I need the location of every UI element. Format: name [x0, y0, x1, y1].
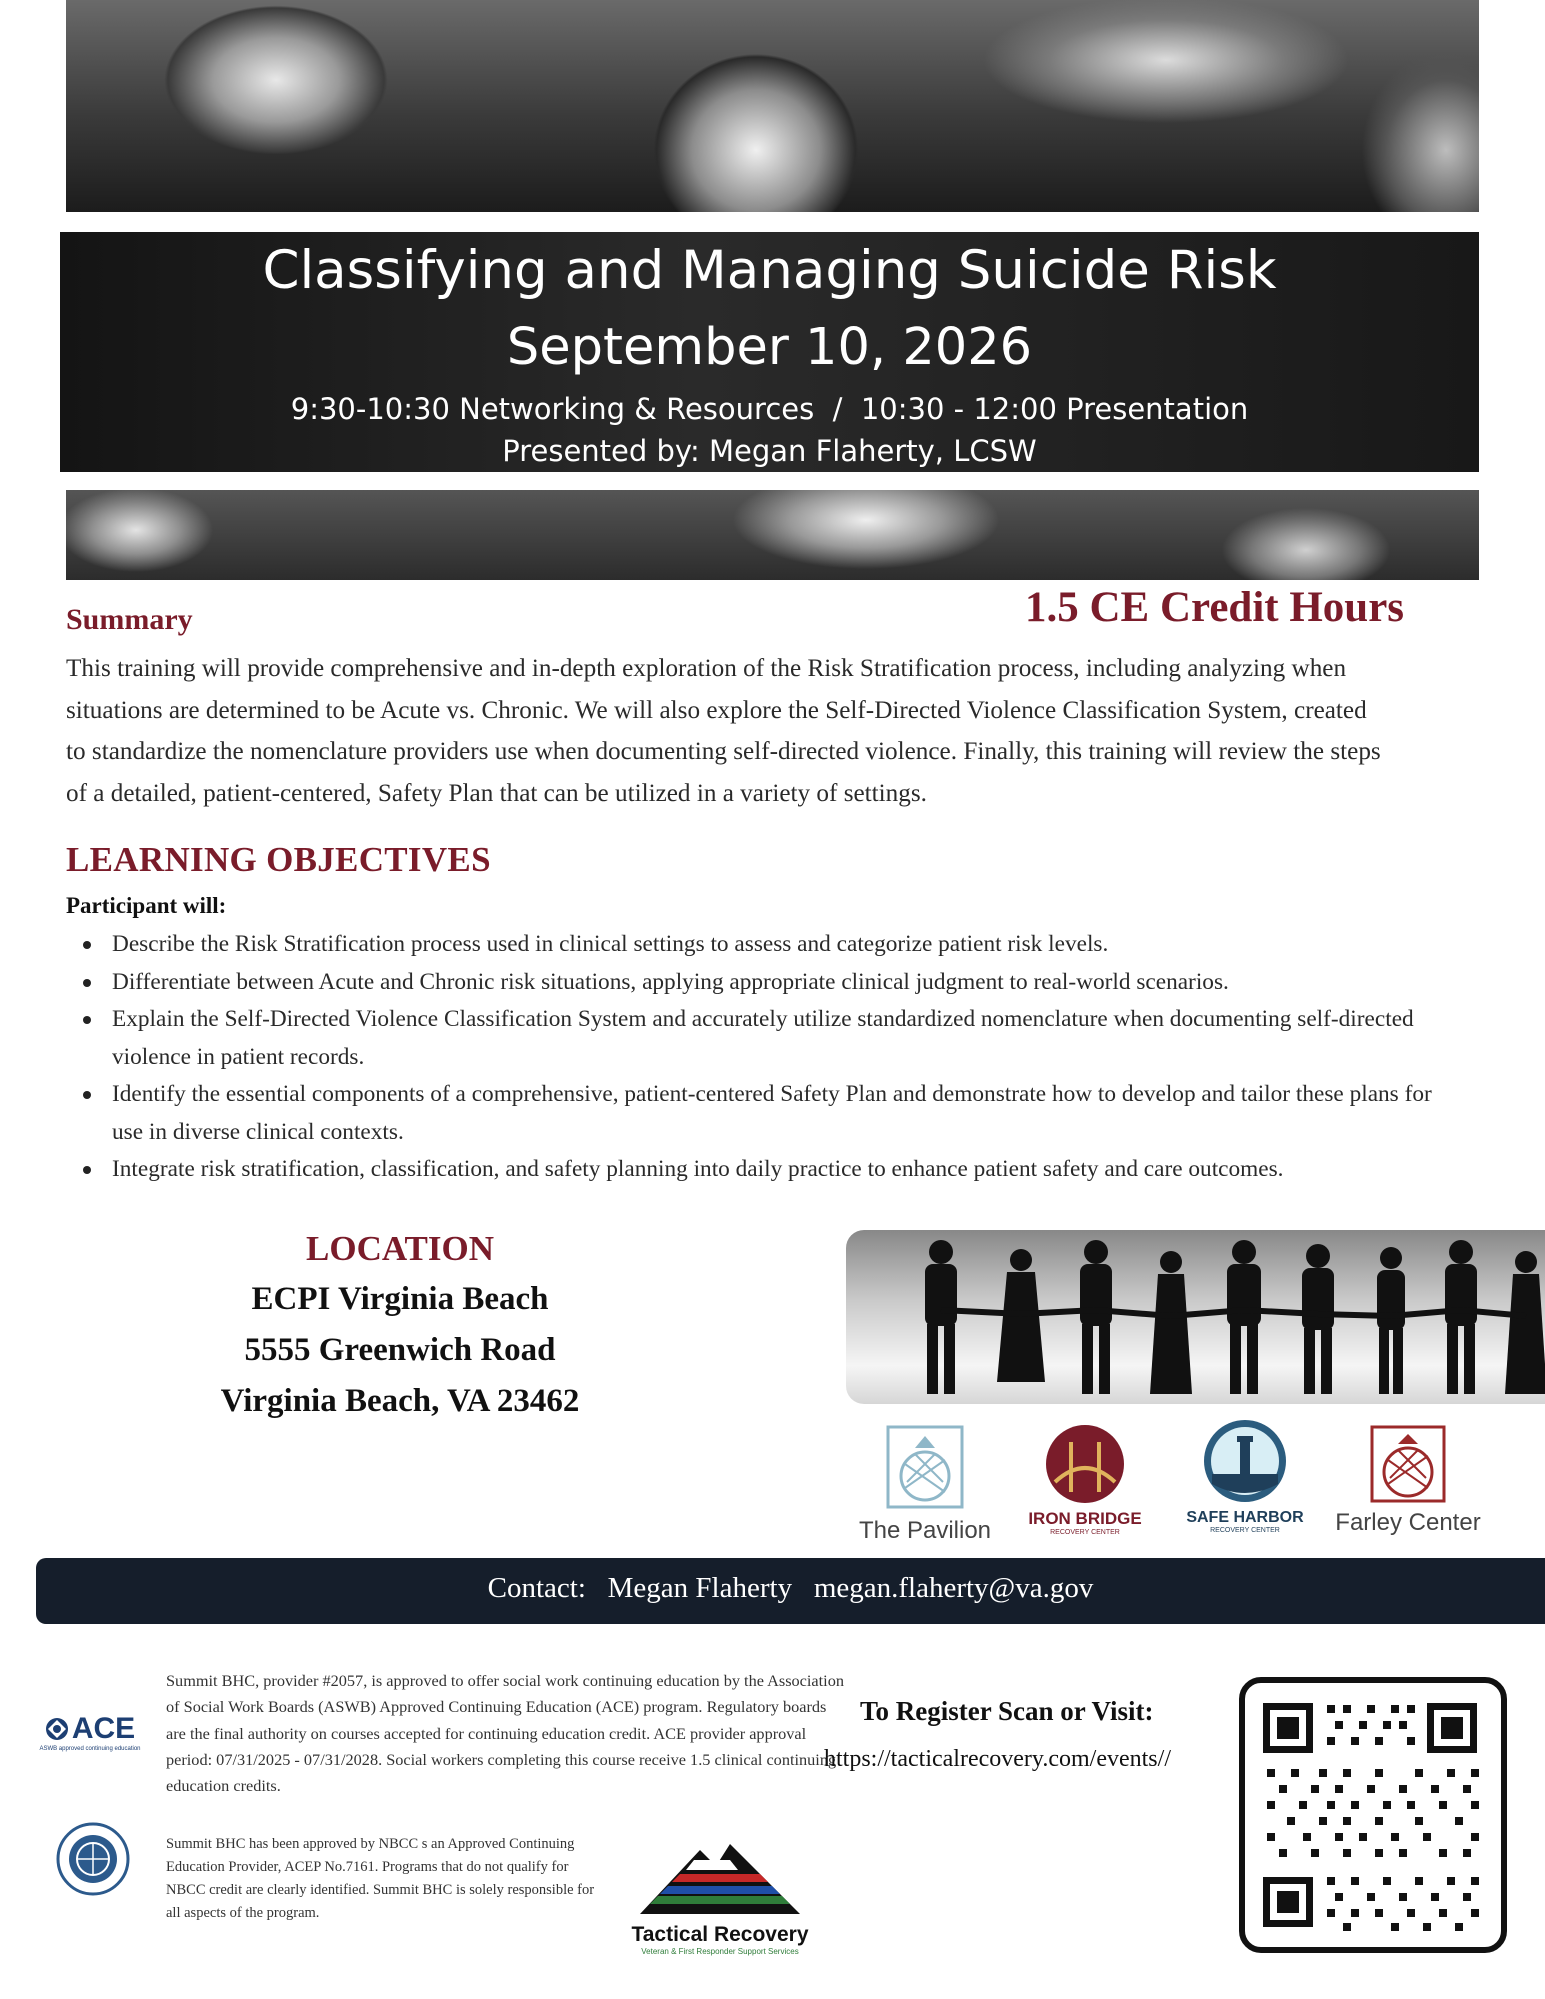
- summary-line: of a detailed, patient-centered, Safety Plan that can be utilized in a variety of settings.: [66, 779, 927, 807]
- event-date: September 10, 2026: [506, 318, 1033, 377]
- objective-item: Describe the Risk Stratification process used in clinical settings to assess and categorize patient risk levels.: [66, 926, 1486, 964]
- nbcc-seal-icon: [56, 1822, 130, 1896]
- objective-item: Differentiate between Acute and Chronic risk situations, applying appropriate clinical judgment to real-world scenarios.: [66, 964, 1486, 1002]
- ironbridge-logo: [1010, 1424, 1160, 1536]
- location-street: 5555 Greenwich Road: [244, 1332, 556, 1368]
- summary-text: [66, 648, 1486, 814]
- bridge-icon: [1045, 1424, 1125, 1504]
- farley-name: Farley Center: [1335, 1509, 1481, 1536]
- summary-line: situations are determined to be Acute vs. Chronic. We will also explore the Self-Directed Violence Classification System, created: [66, 696, 1367, 724]
- safeharbor-logo: [1170, 1418, 1320, 1534]
- farley-logo: [1318, 1424, 1498, 1537]
- silhouette-image: [846, 1230, 1545, 1404]
- safeharbor-name: SAFE HARBOR: [1186, 1509, 1304, 1526]
- contact-label: Contact:: [487, 1572, 586, 1604]
- register-label: To Register Scan or Visit:: [860, 1696, 1154, 1726]
- pavilion-logo: [840, 1424, 1010, 1545]
- pineapple-icon: [885, 1424, 965, 1510]
- lighthouse-icon: [1202, 1418, 1288, 1504]
- objectives-list: [66, 926, 1486, 1189]
- contact-email[interactable]: megan.flaherty@va.gov: [813, 1572, 1094, 1604]
- ace-emblem-icon: [45, 1717, 69, 1741]
- credit-hours: 1.5 CE Credit Hours: [1025, 584, 1405, 631]
- location-name: ECPI Virginia Beach: [251, 1281, 549, 1317]
- summary-line: to standardize the nomenclature providers use when documenting self-directed violence. Finally, this training will review the steps: [66, 738, 1381, 765]
- qr-code[interactable]: [1239, 1677, 1507, 1953]
- summary-line: This training will provide comprehensive and in-depth exploration of the Risk Stratification process, including analyzing when: [66, 655, 1347, 682]
- location-heading: LOCATION: [306, 1229, 494, 1268]
- objective-item: Explain the Self-Directed Violence Classification System and accurately utilize standardized nomenclature when documenting self-directed violence in patient records.: [66, 1001, 1486, 1076]
- ace-logo-sub: ASWB approved continuing education: [39, 1746, 141, 1752]
- header-photo-strip: [66, 490, 1479, 580]
- qr-code-icon: [1251, 1689, 1495, 1941]
- event-title: Classifying and Managing Suicide Risk: [262, 240, 1277, 301]
- ironbridge-name: IRON BRIDGE: [1028, 1509, 1142, 1528]
- pineapple-icon: [1369, 1424, 1447, 1504]
- ace-statement: Summit BHC, provider #2057, is approved to offer social work continuing education by the Association of Social Work Boards (ASWB) Approved Continuing Education (ACE) program. Regulatory boards are the final authority on courses accepted for continuing education credit. ACE provider approval period: 07/31/2025 - 07/31/2028. Social workers completing this course receive 1.5 clinical continuing education credits.: [166, 1671, 844, 1796]
- nbcc-seal: [56, 1822, 130, 1901]
- safeharbor-sub: RECOVERY CENTER: [1210, 1527, 1280, 1534]
- objective-item: Identify the essential components of a comprehensive, patient-centered Safety Plan and demonstrate how to develop and tailor these plans for use in diverse clinical contexts.: [66, 1076, 1486, 1151]
- tactical-recovery-logo: [610, 1836, 830, 1956]
- contact-name: Megan Flaherty: [607, 1572, 793, 1604]
- tactical-name: Tactical Recovery: [631, 1923, 809, 1946]
- ace-logo-text: ACE: [71, 1712, 136, 1745]
- summary-heading: Summary: [66, 603, 193, 636]
- event-schedule: 9:30-10:30 Networking & Resources / 10:30 - 12:00 Presentation: [290, 392, 1249, 426]
- location-city: Virginia Beach, VA 23462: [220, 1383, 580, 1419]
- register-url[interactable]: https://tacticalrecovery.com/events//: [824, 1746, 1171, 1772]
- objectives-heading: LEARNING OBJECTIVES: [66, 840, 491, 879]
- ace-logo: [34, 1712, 146, 1752]
- event-presenter: Presented by: Megan Flaherty, LCSW: [502, 434, 1037, 468]
- pavilion-name: The Pavilion: [858, 1517, 992, 1544]
- nbcc-statement: Summit BHC has been approved by NBCC s an Approved Continuing Education Provider, ACEP No.7161. Programs that do not qualify for NBCC credit are clearly identified. Summit BHC is solely responsible for all aspects of the program.: [166, 1836, 595, 1921]
- ironbridge-sub: RECOVERY CENTER: [1050, 1529, 1120, 1536]
- tactical-sub: Veteran & First Responder Support Services: [641, 1947, 799, 1956]
- contact-text: [36, 1572, 1545, 1605]
- mountain-flag-icon: [630, 1836, 810, 1916]
- header-photo: [66, 0, 1479, 212]
- people-silhouettes: [846, 1230, 1545, 1404]
- objective-item: Integrate risk stratification, classification, and safety planning into daily practice to enhance patient safety and care outcomes.: [66, 1151, 1486, 1189]
- objectives-intro: Participant will:: [66, 893, 227, 918]
